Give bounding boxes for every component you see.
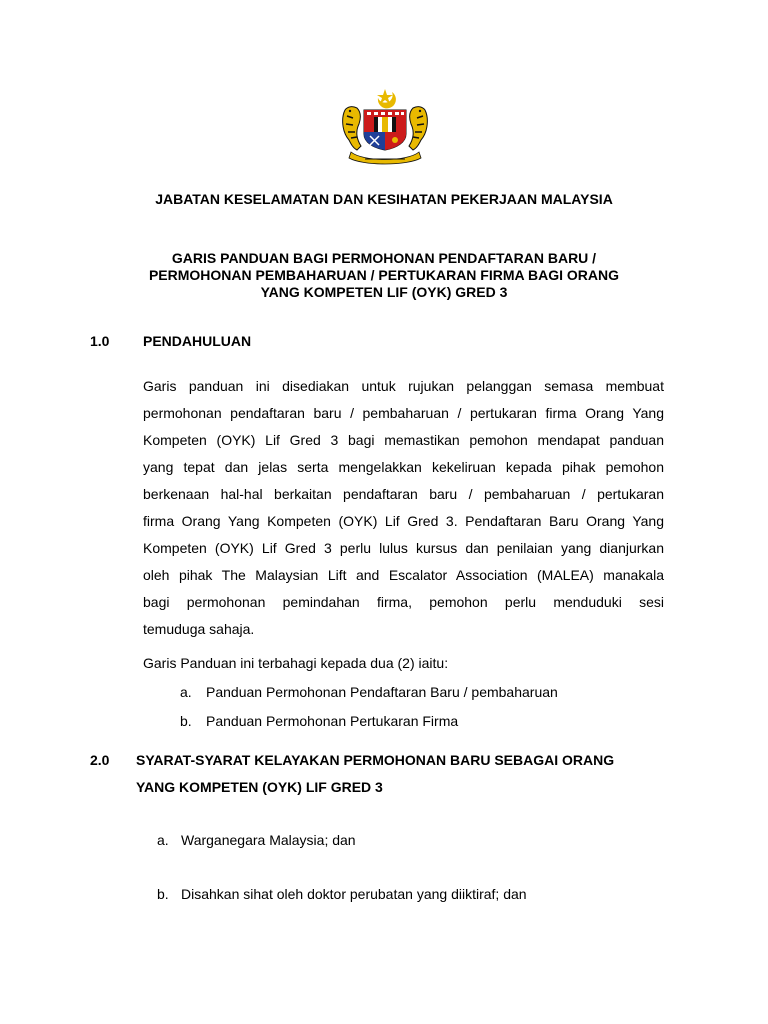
agency-name: JABATAN KESELAMATAN DAN KESIHATAN PEKERJAAN MALAYSIA (155, 191, 613, 207)
list-item: Disahkan sihat oleh doktor perubatan yang diiktiraf; dan (181, 886, 527, 902)
malaysia-coat-of-arms-icon (337, 88, 433, 166)
list-marker: a. (180, 684, 192, 700)
paragraph-line: temuduga sahaja. (143, 621, 255, 637)
section-1-title: PENDAHULUAN (143, 333, 252, 349)
paragraph-line: oleh pihak The Malaysian Lift and Escalator Association (MALEA) manakala (143, 567, 664, 583)
paragraph-line: yang tepat dan jelas serta mengelakkan kekeliruan kepada pihak pemohon (143, 459, 664, 475)
paragraph-line: permohonan pendaftaran baru / pembaharuan / pertukaran firma Orang Yang (143, 405, 664, 421)
list-item: Panduan Permohonan Pertukaran Firma (206, 713, 459, 729)
list-marker: b. (157, 886, 169, 902)
section-2-number: 2.0 (90, 752, 110, 768)
section-1-number: 1.0 (90, 333, 110, 349)
list-marker: b. (180, 713, 192, 729)
section-2-title-line-2: YANG KOMPETEN (OYK) LIF GRED 3 (136, 779, 383, 795)
document-title-line-3: YANG KOMPETEN LIF (OYK) GRED 3 (260, 284, 508, 300)
paragraph-line: Garis panduan ini disediakan untuk rujukan pelanggan semasa membuat (143, 378, 664, 394)
paragraph-line: berkenaan hal-hal berkaitan pendaftaran baru / pembaharuan / pertukaran (143, 486, 664, 502)
document-title-line-1: GARIS PANDUAN BAGI PERMOHONAN PENDAFTARAN BARU / (171, 250, 597, 266)
paragraph-line: Kompeten (OYK) Lif Gred 3 bagi memastikan pemohon mendapat panduan (143, 432, 664, 448)
section-1-intro: Garis Panduan ini terbahagi kepada dua (2) iaitu: (143, 655, 449, 671)
list-marker: a. (157, 832, 169, 848)
paragraph-line: bagi permohonan pemindahan firma, pemohon perlu menduduki sesi (143, 594, 664, 610)
list-item: Panduan Permohonan Pendaftaran Baru / pembaharuan (206, 684, 558, 700)
list-item: Warganegara Malaysia; dan (181, 832, 356, 848)
paragraph-line: Kompeten (OYK) Lif Gred 3 perlu lulus kursus dan penilaian yang dianjurkan (143, 540, 664, 556)
document-title-line-2: PERMOHONAN PEMBAHARUAN / PERTUKARAN FIRMA BAGI ORANG (148, 267, 620, 283)
paragraph-line: firma Orang Yang Kompeten (OYK) Lif Gred 3. Pendaftaran Baru Orang Yang (143, 513, 664, 529)
section-2-title-line-1: SYARAT-SYARAT KELAYAKAN PERMOHONAN BARU SEBAGAI ORANG (136, 752, 615, 768)
